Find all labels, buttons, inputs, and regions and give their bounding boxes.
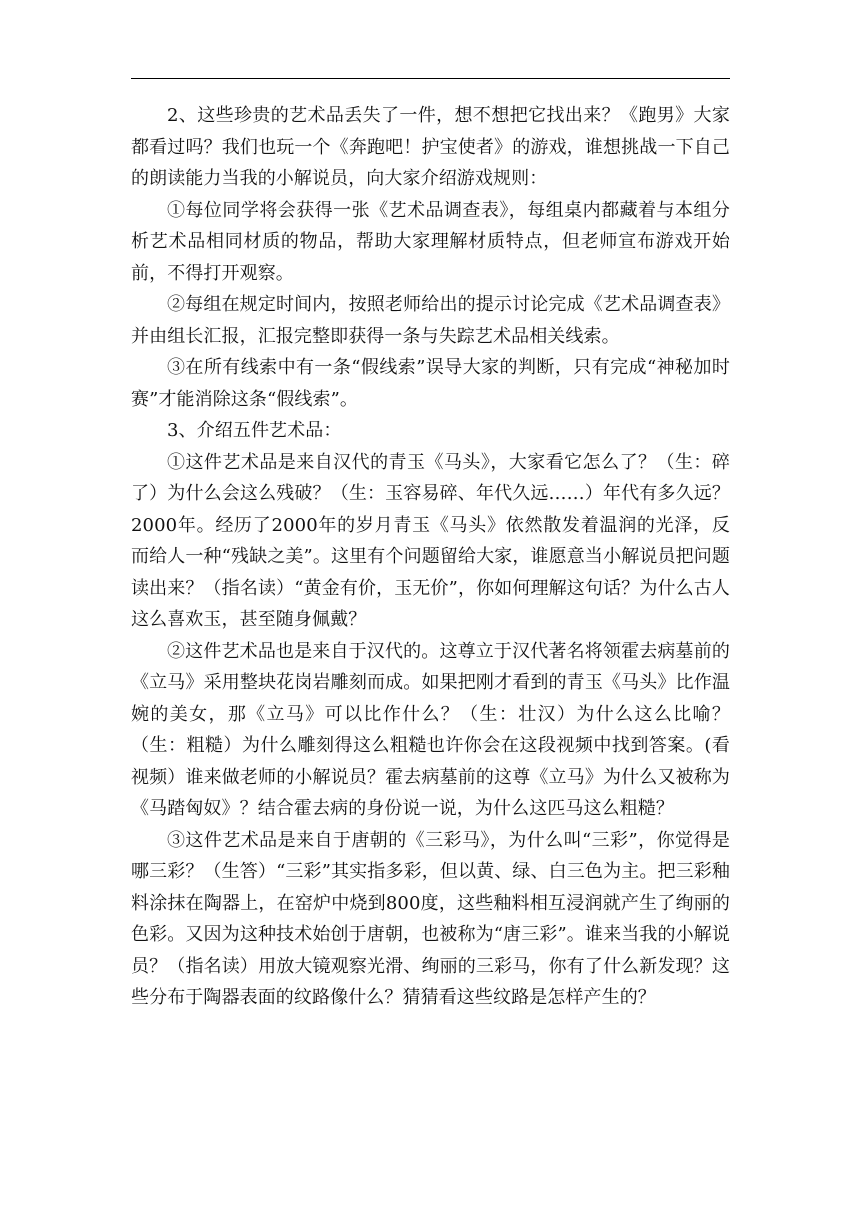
header-rule	[131, 78, 730, 79]
paragraph-rule-1: ①每位同学将会获得一张《艺术品调查表》，每组桌内都藏着与本组分析艺术品相同材质的物品，帮助大家理解材质特点，但老师宣布游戏开始前，不得打开观察。	[131, 199, 730, 284]
paragraph-game-intro: 2、这些珍贵的艺术品丢失了一件，想不想把它找出来？《跑男》大家都看过吗？我们也玩一个《奔跑吧！护宝使者》的游戏，谁想挑战一下自己的朗读能力当我的小解说员，向大家介绍游戏规则：	[131, 105, 730, 189]
paragraph-rule-2: ②每组在规定时间内，按照老师给出的提示讨论完成《艺术品调查表》并由组长汇报，汇报完整即获得一条与失踪艺术品相关线索。	[131, 294, 730, 347]
paragraph-section-heading: 3、介绍五件艺术品：	[167, 420, 342, 441]
paragraph-artwork-standing-horse: ②这件艺术品也是来自于汉代的。这尊立于汉代著名将领霍去病墓前的《立马》采用整块花岗岩雕刻而成。如果把刚才看到的青玉《马头》比作温婉的美女，那《立马》可以比作什么？（生：壮汉）为什么这么比喻？（生：粗糙）为什么雕刻得这么粗糙也许你会在这段视频中找到答案。(看视频）谁来做老师的小解说员？霍去病墓前的这尊《立马》为什么又被称为《马踏匈奴》？结合霍去病的身份说一说，为什么这匹马这么粗糙？	[131, 640, 730, 819]
paragraph-artwork-tricolor-horse: ③这件艺术品是来自于唐朝的《三彩马》，为什么叫“三彩”，你觉得是哪三彩？（生答）“三彩”其实指多彩，但以黄、绿、白三色为主。把三彩釉料涂抹在陶器上，在窑炉中烧到800度，这些釉料相互浸润就产生了绚丽的色彩。又因为这种技术始创于唐朝，也被称为“唐三彩”。谁来当我的小解说员？（指名读）用放大镜观察光滑、绚丽的三彩马，你有了什么新发现？这些分布于陶器表面的纹路像什么？猜猜看这些纹路是怎样产生的？	[131, 829, 730, 1008]
paragraph-artwork-jade-horse-head: ①这件艺术品是来自汉代的青玉《马头》，大家看它怎么了？（生：碎了）为什么会这么残破？（生：玉容易碎、年代久远……）年代有多久远？2000年。经历了2000年的岁月青玉《马头》依然散发着温润的光泽，反而给人一种“残缺之美”。这里有个问题留给大家，谁愿意当小解说员把问题读出来？（指名读）“黄金有价，玉无价”，你如何理解这句话？为什么古人这么喜欢玉，甚至随身佩戴？	[131, 451, 730, 630]
paragraph-rule-3: ③在所有线索中有一条“假线索”误导大家的判断，只有完成“神秘加时赛”才能消除这条“假线索”。	[131, 357, 730, 410]
document-body	[131, 100, 730, 1014]
